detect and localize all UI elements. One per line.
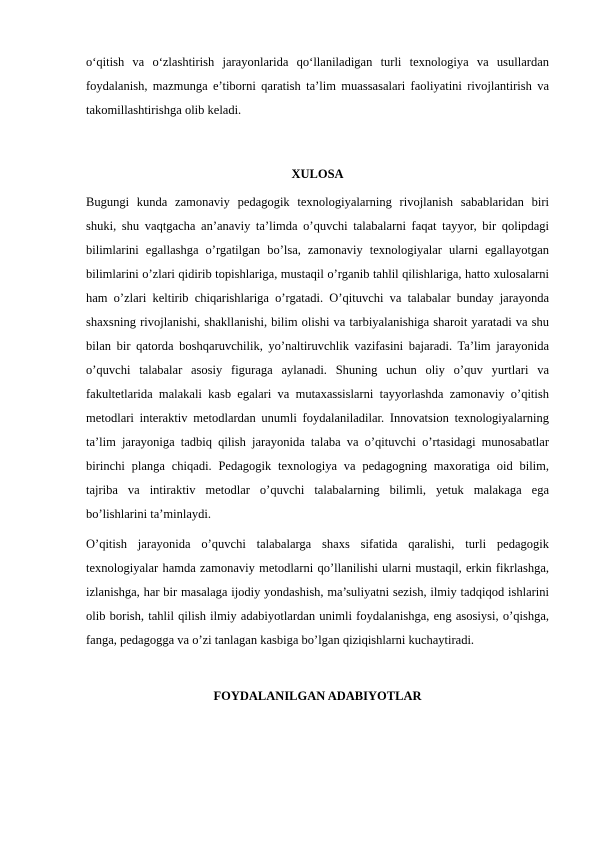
conclusion-paragraph-2: O’qitish jarayonida o’quvchi talabalarga shaxs sifatida qaralishi, turli pedagogik texnologiyalar hamda zamonaviy metodlarni qo’llanilishi ularni mustaqil, erkin fikrlashga, izlanishga, har bir masalaga ijodiy yondashish, ma’suliyatni sezish, ilmiy tadqiqod ishlarini olib borish, tahlil qilish ilmiy adabiyotlardan unimli foydalanishga, eng asosiysi, o’qishga, fanga, pedagogga va o’zi tanlagan kasbiga bo’lgan qiziqishlarni kuchaytiradi. [86, 537, 549, 647]
document-page [86, 50, 549, 706]
conclusion-heading: XULOSA [291, 167, 344, 181]
conclusion-paragraph-1: Bugungi kunda zamonaviy pedagogik texnologiyalarning rivojlanish sabablaridan biri shuki, shu vaqtgacha an’anaviy ta’limda o’quvchi talabalarni faqat tayyor, bir qolipdagi bilimlarini egallashga o’rgatilgan bo’lsa, zamonaviy texnologiyalar ularni egallayotgan bilimlarini o’zlari qidirib topishlariga, mustaqil o’rganib tahlil qilishlariga, hatto xulosalarni ham o’zlari keltirib chiqarishlariga o’rgatadi. O’qituvchi va talabalar bunday jarayonda shaxsning rivojlanishi, shakllanishi, bilim olishi va tarbiyalanishiga sharoit yaratadi va shu bilan bir qatorda boshqaruvchilik, yo’naltiruvchlik vazifasini bajaradi. Ta’lim jarayonida o’quvchi talabalar asosiy figuraga aylanadi. Shuning uchun oliy o’quv yurtlari va fakultetlarida malakali kasb egalari va mutaxassislarni tayyorlashda zamonaviy o’qitish metodlari interaktiv metodlardan unumli foydalaniladilar. Innovatsion texnologiyalarning ta’lim jarayoniga tadbiq qilish jarayonida talaba va o’qituvchi o’rtasidagi munosabatlar birinchi planga chiqadi. Pedagogik texnologiya va pedagogning maxoratiga oid bilim, tajriba va intiraktiv metodlar o’quvchi talabalarning bilimli, yetuk malakaga ega bo’lishlarini ta’minlaydi. [86, 195, 549, 521]
references-heading: FOYDALANILGAN ADABIYOTLAR [213, 689, 422, 703]
intro-paragraph: o‘qitish va o‘zlashtirish jarayonlarida qo‘llaniladigan turli texnologiya va usullardan foydalanish, mazmunga e’tiborni qaratish ta’lim muassasalari faoliyatini rivojlantirish va takomillashtirishga olib keladi. [86, 55, 549, 117]
